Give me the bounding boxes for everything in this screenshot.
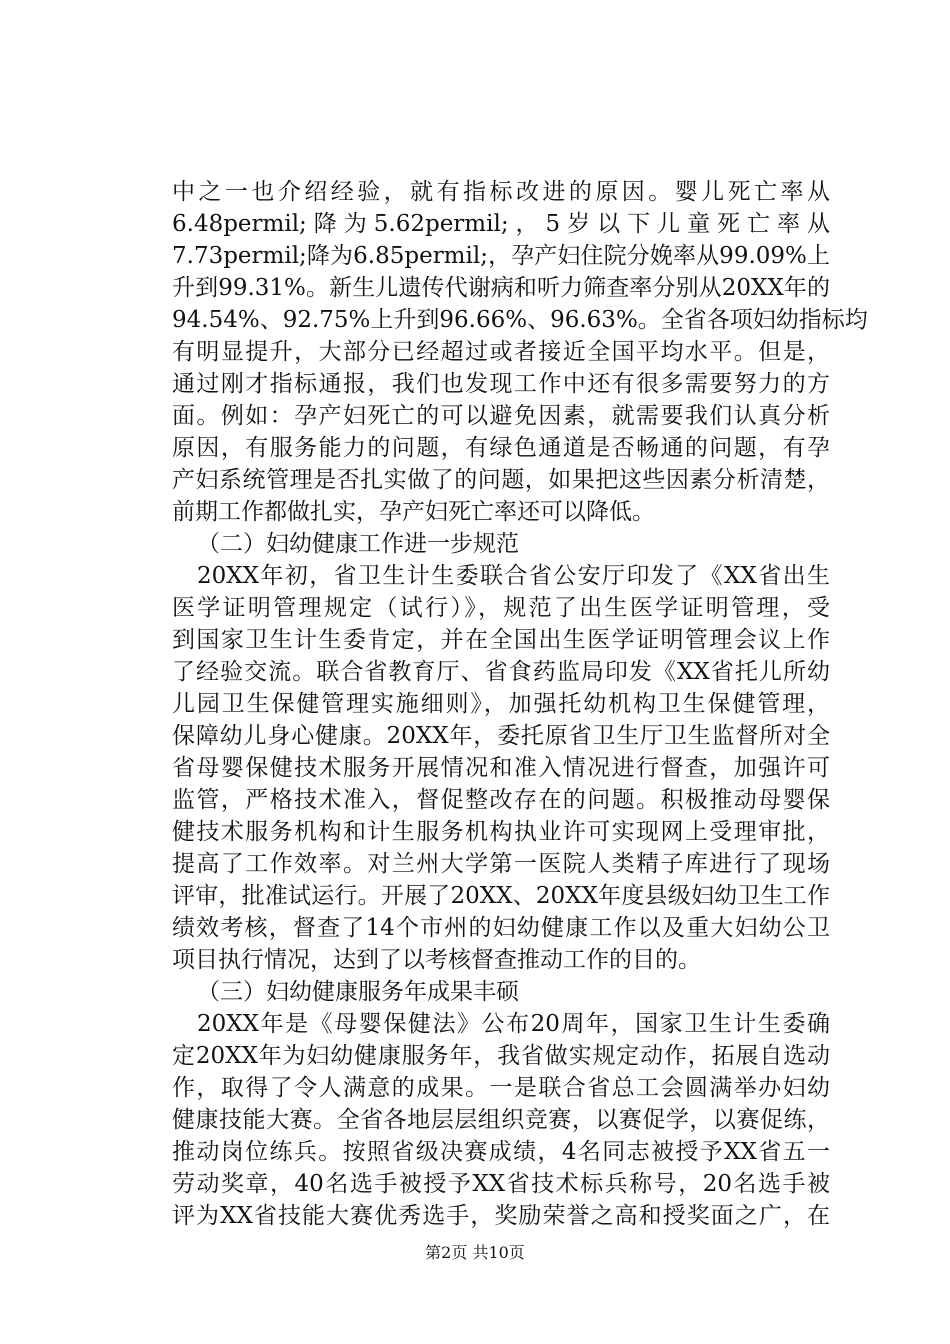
body-text-line: 评审，批准试运行。开展了20XX、20XX年度县级妇幼卫生工作 [172, 883, 830, 909]
body-text-line: 省母婴保健技术服务开展情况和准入情况进行督查，加强许可 [172, 755, 830, 781]
body-text-line: 评为XX省技能大赛优秀选手，奖励荣誉之高和授奖面之广，在 [172, 1203, 830, 1229]
body-text-line: 升到99.31%。新生儿遗传代谢病和听力筛查率分别从20XX年的 [172, 275, 830, 301]
body-text-line: 94.54%、92.75%上升到96.66%、96.63%。全省各项妇幼指标均 [172, 307, 868, 333]
body-text-line: 20XX年初，省卫生计生委联合省公安厅印发了《XX省出生 [197, 563, 830, 589]
body-text-line: 定20XX年为妇幼健康服务年，我省做实规定动作，拓展自选动 [172, 1043, 830, 1069]
section-heading-2: （二）妇幼健康工作进一步规范 [197, 531, 519, 557]
body-text-line: 保障幼儿身心健康。20XX年，委托原省卫生厅卫生监督所对全 [172, 723, 830, 749]
body-text-line: 前期工作都做扎实，孕产妇死亡率还可以降低。 [172, 499, 655, 525]
body-text-line: 7.73permil;降为6.85permil;，孕产妇住院分娩率从99.09%上 [172, 243, 830, 269]
body-text-line: 作，取得了令人满意的成果。一是联合省总工会圆满举办妇幼 [172, 1075, 830, 1101]
body-text-line: 医学证明管理规定（试行）》，规范了出生医学证明管理，受 [172, 595, 830, 621]
body-text-line: 健技术服务机构和计生服务机构执业许可实现网上受理审批， [172, 819, 830, 845]
body-text-line: 面。例如：孕产妇死亡的可以避免因素，就需要我们认真分析 [172, 403, 830, 429]
body-text-line: 通过刚才指标通报，我们也发现工作中还有很多需要努力的方 [172, 371, 830, 397]
body-text-line: 推动岗位练兵。按照省级决赛成绩，4名同志被授予XX省五一 [172, 1139, 830, 1165]
body-text-line: 提高了工作效率。对兰州大学第一医院人类精子库进行了现场 [172, 851, 830, 877]
body-text-line: 原因，有服务能力的问题，有绿色通道是否畅通的问题，有孕 [172, 435, 830, 461]
body-text-line: 到国家卫生计生委肯定，并在全国出生医学证明管理会议上作 [172, 627, 830, 653]
page-number-footer: 第2页 共10页 [425, 1243, 525, 1262]
body-text-line: 劳动奖章，40名选手被授予XX省技术标兵称号，20名选手被 [172, 1171, 830, 1197]
body-text-line: 健康技能大赛。全省各地层层组织竞赛，以赛促学，以赛促练， [172, 1107, 830, 1133]
body-text-line: 有明显提升，大部分已经超过或者接近全国平均水平。但是， [172, 339, 830, 365]
body-text-line: 产妇系统管理是否扎实做了的问题，如果把这些因素分析清楚， [172, 467, 830, 493]
body-text-line: 中之一也介绍经验，就有指标改进的原因。婴儿死亡率从 [172, 179, 830, 205]
body-text-line: 了经验交流。联合省教育厅、省食药监局印发《XX省托儿所幼 [172, 659, 830, 685]
section-heading-3: （三）妇幼健康服务年成果丰硕 [197, 979, 519, 1005]
body-text-line: 20XX年是《母婴保健法》公布20周年，国家卫生计生委确 [197, 1011, 830, 1037]
body-text-line: 项目执行情况，达到了以考核督查推动工作的目的。 [172, 947, 701, 973]
body-text-line: 监管，严格技术准入，督促整改存在的问题。积极推动母婴保 [172, 787, 830, 813]
body-text-line: 儿园卫生保健管理实施细则》，加强托幼机构卫生保健管理， [172, 691, 830, 717]
body-text-line: 绩效考核，督查了14个市州的妇幼健康工作以及重大妇幼公卫 [172, 915, 830, 941]
body-text-line: 6.48permil;降为5.62permil;，5岁以下儿童死亡率从 [172, 211, 830, 237]
